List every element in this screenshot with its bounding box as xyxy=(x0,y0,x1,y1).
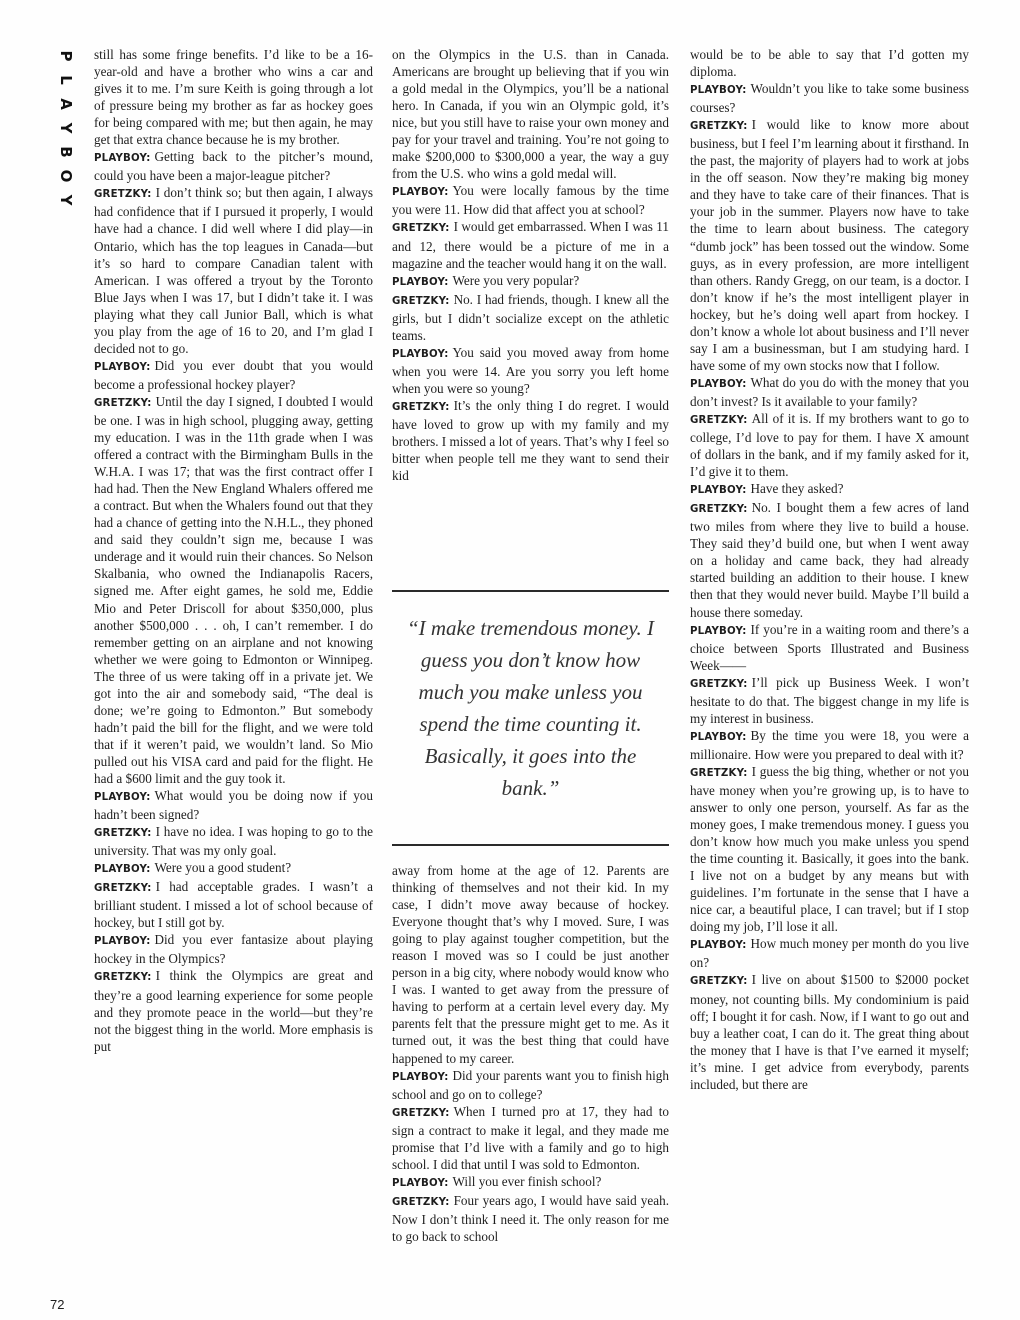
interview-paragraph xyxy=(94,859,373,878)
interview-paragraph xyxy=(392,182,669,218)
paragraph-text: It’s the only thing I do regret. I would have loved to grow up with my family and my brothers. I missed a lot of years. That’s why I feel so bitter when people tell me they want to send their kid xyxy=(392,397,669,484)
speaker-label: PLAYBOY: xyxy=(690,485,747,497)
interview-paragraph xyxy=(690,480,969,499)
speaker-label: GRETZKY: xyxy=(392,1107,450,1119)
interview-paragraph xyxy=(690,971,969,1092)
speaker-label: GRETZKY: xyxy=(690,414,748,426)
paragraph-text: would be to be able to say that I’d gotten my diploma. xyxy=(690,47,969,80)
interview-paragraph xyxy=(94,393,373,787)
interview-paragraph xyxy=(94,184,373,356)
interview-paragraph xyxy=(690,727,969,763)
paragraph-text: When I turned pro at 17, they had to sign a contract to make it legal, and they made me promise that I’d live with a family and go to high school. I did that until I was sold to Edmonton. xyxy=(392,1103,669,1172)
paragraph-text: How much money per month do you live on? xyxy=(690,936,969,971)
interview-paragraph xyxy=(392,291,669,344)
paragraph-text: All of it is. If my brothers want to go to college, I’d love to pay for them. I have X amount of dollars in the bank, and if my family asked for it, I’d give it to them. xyxy=(690,410,969,480)
paragraph-text: What do you do with the money that you don’t invest? Is it available to your family? xyxy=(690,374,969,409)
masthead-letter: Y xyxy=(57,122,75,134)
masthead-letter: P xyxy=(57,50,75,62)
paragraph-text: If you’re in a waiting room and there’s a choice between Sports Illustrated and Business Week—— xyxy=(690,621,969,673)
speaker-label: PLAYBOY: xyxy=(690,625,747,637)
interview-paragraph xyxy=(690,410,969,480)
speaker-label: GRETZKY: xyxy=(94,972,152,984)
speaker-label: GRETZKY: xyxy=(690,121,748,133)
speaker-label: GRETZKY: xyxy=(392,295,450,307)
interview-paragraph xyxy=(690,116,969,374)
interview-paragraph xyxy=(392,344,669,397)
interview-paragraph xyxy=(690,80,969,116)
interview-paragraph xyxy=(94,148,373,184)
speaker-label: GRETZKY: xyxy=(392,401,450,413)
speaker-label: PLAYBOY: xyxy=(94,361,151,373)
interview-paragraph xyxy=(392,1067,669,1103)
paragraph-text: Four years ago, I would have said yeah. Now I don’t think I need it. The only reason for me to go back to school xyxy=(392,1192,669,1244)
paragraph-text: You were locally famous by the time you were 11. How did that affect you at school? xyxy=(392,183,669,218)
text-column-1 xyxy=(94,46,373,1055)
paragraph-text: I live on about $1500 to $2000 pocket money, not counting bills. My condominium is paid off; I bought it for cash. Now, if I want to go out and buy a leather coat, I can do it. The great thing about the money that I have is that I’ve earned it myself; it’s mine. I get advice from everybody, parents included, but there are xyxy=(690,972,969,1092)
speaker-label: PLAYBOY: xyxy=(94,153,151,165)
speaker-label: GRETZKY: xyxy=(690,976,748,988)
interview-paragraph xyxy=(690,46,969,80)
paragraph-text: I think the Olympics are great and they’re a good learning experience for some people and they promote peace in the world—but they’re not the biggest thing in the world. More emphasis is put xyxy=(94,968,373,1054)
paragraph-text: Did your parents want you to finish high school and go on to college? xyxy=(392,1067,669,1102)
speaker-label: PLAYBOY: xyxy=(94,936,151,948)
paragraph-text: I have no idea. I was hoping to go to the university. That was my only goal. xyxy=(94,824,373,859)
masthead-letter: Y xyxy=(57,194,75,206)
paragraph-text: No. I bought them a few acres of land two miles from where they live to build a house. They said they’d build one, but when I went away on a holiday and came back, they had already started building an addition to their house. I knew then that they would never build. Maybe I’ll build a house there someday. xyxy=(690,500,969,620)
masthead-letter: A xyxy=(57,98,75,110)
speaker-label: PLAYBOY: xyxy=(392,1177,449,1189)
paragraph-text: on the Olympics in the U.S. than in Canada. Americans are brought up believing that if you win a gold medal in the Olympics, you’ll be a national hero. In Canada, if you win an Olympic gold, it’s nice, but you still have to raise your own money and pay for your travel and training. You’re not going to make $200,000 to $300,000 a year, the way a guy from the U.S. who wins a gold medal will. xyxy=(392,47,669,182)
speaker-label: PLAYBOY: xyxy=(94,864,151,876)
paragraph-text: Will you ever finish school? xyxy=(452,1173,602,1189)
interview-paragraph xyxy=(392,1173,669,1192)
paragraph-text: Did you ever fantasize about playing hockey in the Olympics? xyxy=(94,932,373,967)
speaker-label: GRETZKY: xyxy=(690,504,748,516)
text-column-3 xyxy=(690,46,969,1093)
interview-paragraph xyxy=(392,862,669,1067)
speaker-label: GRETZKY: xyxy=(94,883,152,895)
paragraph-text: What would you be doing now if you hadn’t been signed? xyxy=(94,788,373,823)
interview-paragraph xyxy=(94,823,373,859)
pull-quote xyxy=(392,590,669,846)
interview-paragraph xyxy=(690,763,969,935)
interview-paragraph xyxy=(94,931,373,967)
interview-paragraph xyxy=(94,46,373,148)
speaker-label: PLAYBOY: xyxy=(94,792,151,804)
text-column-2-bottom xyxy=(392,862,669,1245)
paragraph-text: Did you ever doubt that you would become a professional hockey player? xyxy=(94,357,373,392)
speaker-label: PLAYBOY: xyxy=(392,187,449,199)
paragraph-text: I don’t think so; but then again, I always had confidence that if I pursued it properly, I would have had a chance. I did well where I did play—in Ontario, which has the top leagues in Canada—but it’s so hard to compare Canadian talent with American. I was offered a tryout by the Toronto Blue Jays when I was 17, but I didn’t take it. I was playing what they call Junior Ball, which is what you play from the age of 16 to 20, and I’m glad I decided not to go. xyxy=(94,185,373,356)
speaker-label: GRETZKY: xyxy=(392,1196,450,1208)
masthead-letter: B xyxy=(57,146,75,158)
masthead-letter: O xyxy=(57,169,75,183)
paragraph-text: I would like to know more about business, but I feel I’m learning about it firsthand. In the past, the majority of players had to work at jobs in the off season. Now they’re making big money and they have to take care of their finances. That is your job in the summer. Players now have to take the time to learn about business. The category “dumb jock” has been tossed out the window. Some guys, as in every profession, are more intelligent than others. Randy Gregg, on our team, is a doctor. I don’t know if he’s the most intelligent player in hockey, but he’s doing well apart from hockey. I don’t know a whole lot about business and I’ll never say I am a businessman, but I am studying hard. I have some of my own stocks now that I follow. xyxy=(690,117,969,373)
paragraph-text: I would get embarrassed. When I was 11 and 12, there would be a picture of me in a magazine and the teacher would hang it on the wall. xyxy=(392,219,669,271)
interview-paragraph xyxy=(392,1192,669,1245)
speaker-label: GRETZKY: xyxy=(690,767,748,779)
interview-paragraph xyxy=(94,787,373,823)
interview-paragraph xyxy=(690,621,969,674)
speaker-label: GRETZKY: xyxy=(392,223,450,235)
pull-quote-text: “I make tremendous money. I guess you don’t know how much you make unless you spend the time counting it. Basically, it goes into the bank.” xyxy=(406,616,655,800)
interview-paragraph xyxy=(690,674,969,727)
paragraph-text: Until the day I signed, I doubted I would be one. I was in high school, plugging away, getting my education. I was in the 11th grade when I was offered a contract with the Birmingham Bulls in the W.H.A. I was 17; that was the first contract offer I had had. Then the New England Whalers offered me a contract. But when the Whalers found out that they had a chance of getting into the N.H.L., they phoned and said they couldn’t sign me, because I was underage and it would ruin their chances. So Nelson Skalbania, who owned the Indianapolis Racers, signed me. After eight games, he sold me, Eddie Mio and Peter Driscoll for about $350,000, plus another $500,000 . . . oh, I can’t remember. I do remember getting on an airplane and not knowing whether we were going to Edmonton or Winnipeg. The three of us were taking off in a private jet. We got into the air and somebody said, “The deal is done; we’re going to Edmonton.” But somebody hadn’t paid the bill for the flight, and we were told that if it weren’t paid, we wouldn’t land. So Mio pulled out his VISA card and paid for the flight. He had a $600 limit and the guy took it. xyxy=(94,393,373,786)
interview-paragraph xyxy=(690,935,969,971)
interview-paragraph xyxy=(392,46,669,182)
interview-paragraph xyxy=(392,218,669,271)
paragraph-text: I guess the big thing, whether or not you have money when you’re growing up, is to have to answer to only one person, yourself. As far as the money goes, I make tremendous money. I guess you don’t know how much you make unless you spend the time counting it. Basically, it goes into the bank. I live not on a budget by any means but with guidelines. I’m fortunate in the sense that I have a nice car, a beautiful place, I can travel; but if I stop doing my job, I’ll lose it all. xyxy=(690,763,969,935)
speaker-label: PLAYBOY: xyxy=(690,85,747,97)
paragraph-text: still has some fringe benefits. I’d like to be a 16-year-old and have a brother who wins a car and gives it to me. I’m sure Keith is going through a lot of pressure being my brother as far as hockey goes for being compared with me; but then again, he may get that extra chance because he is my brother. xyxy=(94,47,373,148)
paragraph-text: Were you a good student? xyxy=(154,860,292,876)
interview-paragraph xyxy=(392,397,669,484)
interview-paragraph xyxy=(392,272,669,291)
speaker-label: PLAYBOY: xyxy=(690,731,747,743)
interview-paragraph xyxy=(392,1103,669,1173)
interview-paragraph xyxy=(94,357,373,393)
interview-paragraph xyxy=(94,967,373,1054)
playboy-vertical-masthead xyxy=(54,44,74,212)
paragraph-text: I had acceptable grades. I wasn’t a brilliant student. I missed a lot of school because of hockey, but I still got by. xyxy=(94,879,373,931)
speaker-label: PLAYBOY: xyxy=(392,276,449,288)
interview-paragraph xyxy=(690,374,969,410)
paragraph-text: You said you moved away from home when you were 14. Are you sorry you left home when you were so young? xyxy=(392,344,669,396)
speaker-label: GRETZKY: xyxy=(94,828,152,840)
paragraph-text: Were you very popular? xyxy=(452,272,580,288)
masthead-letter: L xyxy=(57,75,75,85)
paragraph-text: Getting back to the pitcher’s mound, could you have been a major-league pitcher? xyxy=(94,149,373,184)
paragraph-text: By the time you were 18, you were a millionaire. How were you prepared to deal with it? xyxy=(690,727,969,762)
interview-paragraph xyxy=(690,499,969,620)
speaker-label: PLAYBOY: xyxy=(392,1071,449,1083)
paragraph-text: I’ll pick up Business Week. I won’t hesitate to do that. The biggest change in my life is my interest in business. xyxy=(690,674,969,726)
paragraph-text: Wouldn’t you like to take some business courses? xyxy=(690,81,969,116)
speaker-label: GRETZKY: xyxy=(94,189,152,201)
paragraph-text: Have they asked? xyxy=(750,481,844,497)
speaker-label: GRETZKY: xyxy=(94,397,152,409)
paragraph-text: No. I had friends, though. I knew all the girls, but I didn’t socialize except on the athletic teams. xyxy=(392,291,669,343)
interview-paragraph xyxy=(94,878,373,931)
speaker-label: PLAYBOY: xyxy=(690,940,747,952)
speaker-label: GRETZKY: xyxy=(690,678,748,690)
speaker-label: PLAYBOY: xyxy=(690,378,747,390)
page-number: 72 xyxy=(50,1297,65,1312)
paragraph-text: away from home at the age of 12. Parents are thinking of themselves and not their kid. In my case, I didn’t move away because of hockey. Everyone thought that’s why I moved. Sure, I was going to play against tougher competition, but the reason I moved was so I could be just another person in a big city, where nobody would know who I was. I wanted to get away from the pressure of having to perform at a certain level every day. My parents felt that the pressure might get to me. As it turned out, it was the best thing that could have happened to my career. xyxy=(392,863,669,1066)
text-column-2-top xyxy=(392,46,669,484)
speaker-label: PLAYBOY: xyxy=(392,348,449,360)
